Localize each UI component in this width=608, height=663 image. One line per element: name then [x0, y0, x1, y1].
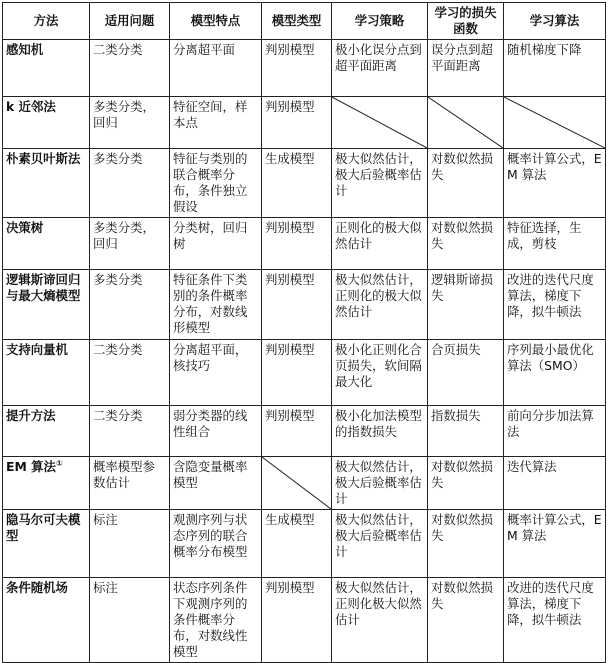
problem-cell: 多类分类，回归	[90, 97, 170, 149]
algorithm-cell: 随机梯度下降	[504, 40, 606, 97]
algorithm-cell: 概率计算公式，EM 算法	[504, 149, 606, 218]
method-cell: 决策树	[3, 218, 90, 270]
table-row	[3, 270, 606, 340]
strategy-cell: 极小化加法模型的指数损失	[332, 406, 428, 457]
loss-cell: 误分点到超平面距离	[428, 40, 504, 97]
header-cell: 模型特点	[170, 3, 262, 40]
algorithm-cell: 序列最小最优化算法（SMO）	[504, 340, 606, 406]
diagonal-slash	[504, 97, 605, 148]
method-cell: 感知机	[3, 40, 90, 97]
type-cell: 判别模型	[262, 97, 332, 149]
problem-cell: 标注	[90, 510, 170, 578]
strategy-cell: 正则化的极大似然估计	[332, 218, 428, 270]
header-cell: 学习策略	[332, 3, 428, 40]
footnote-marker: ①	[55, 458, 63, 468]
feature-cell: 状态序列条件下观测序列的条件概率分布，对数线性模型	[170, 578, 262, 663]
feature-cell: 分离超平面，核技巧	[170, 340, 262, 406]
feature-cell: 特征与类别的联合概率分布，条件独立假设	[170, 149, 262, 218]
diagonal-slash	[262, 457, 331, 509]
strategy-cell: 极大似然估计，正则化的极大似然估计	[332, 270, 428, 340]
problem-cell: 二类分类	[90, 406, 170, 457]
strategy-cell-empty	[332, 97, 428, 149]
loss-cell: 逻辑斯谛损失	[428, 270, 504, 340]
loss-cell: 对数似然损失	[428, 149, 504, 218]
loss-cell: 合页损失	[428, 340, 504, 406]
type-cell: 生成模型	[262, 510, 332, 578]
header-cell: 学习算法	[504, 3, 606, 40]
type-cell: 判别模型	[262, 270, 332, 340]
feature-cell: 分类树，回归树	[170, 218, 262, 270]
table-row	[3, 578, 606, 663]
table-row	[3, 340, 606, 406]
loss-cell-empty	[428, 97, 504, 149]
header-cell: 适用问题	[90, 3, 170, 40]
loss-cell: 对数似然损失	[428, 457, 504, 510]
method-cell	[3, 457, 90, 510]
method-cell: 支持向量机	[3, 340, 90, 406]
feature-cell: 弱分类器的线性组合	[170, 406, 262, 457]
algorithm-cell: 迭代算法	[504, 457, 606, 510]
type-cell: 生成模型	[262, 149, 332, 218]
diagonal-slash	[332, 97, 427, 148]
table-row	[3, 40, 606, 97]
feature-cell: 特征条件下类别的条件概率分布，对数线形模型	[170, 270, 262, 340]
table-row	[3, 149, 606, 218]
algorithm-cell: 前向分步加法算法	[504, 406, 606, 457]
type-cell: 判别模型	[262, 578, 332, 663]
method-name: EM 算法	[6, 459, 56, 474]
algorithm-cell: 特征选择，生成，剪枝	[504, 218, 606, 270]
loss-cell: 对数似然损失	[428, 218, 504, 270]
type-cell: 判别模型	[262, 218, 332, 270]
problem-cell: 标注	[90, 578, 170, 663]
strategy-cell: 极大似然估计，正则化极大似然估计	[332, 578, 428, 663]
table-row	[3, 406, 606, 457]
problem-cell: 多类分类，回归	[90, 218, 170, 270]
problem-cell: 二类分类	[90, 40, 170, 97]
problem-cell: 多类分类	[90, 149, 170, 218]
header-cell: 学习的损失函数	[428, 3, 504, 40]
header-cell: 方法	[3, 3, 90, 40]
problem-cell: 二类分类	[90, 340, 170, 406]
table-row	[3, 218, 606, 270]
loss-cell: 指数损失	[428, 406, 504, 457]
loss-cell: 对数似然损失	[428, 510, 504, 578]
strategy-cell: 极大似然估计，极大后验概率估计	[332, 149, 428, 218]
feature-cell: 观测序列与状态序列的联合概率分布模型	[170, 510, 262, 578]
header-cell: 模型类型	[262, 3, 332, 40]
strategy-cell: 极小化正则化合页损失，软间隔最大化	[332, 340, 428, 406]
method-cell: 提升方法	[3, 406, 90, 457]
strategy-cell: 极大似然估计，极大后验概率估计	[332, 457, 428, 510]
type-cell: 判别模型	[262, 340, 332, 406]
algorithm-cell-empty	[504, 97, 606, 149]
strategy-cell: 极小化误分点到超平面距离	[332, 40, 428, 97]
type-cell: 判别模型	[262, 40, 332, 97]
table-row	[3, 510, 606, 578]
type-cell: 判别模型	[262, 406, 332, 457]
method-cell: 朴素贝叶斯法	[3, 149, 90, 218]
problem-cell: 多类分类	[90, 270, 170, 340]
type-cell-empty	[262, 457, 332, 510]
method-cell: k 近邻法	[3, 97, 90, 149]
feature-cell: 特征空间，样本点	[170, 97, 262, 149]
loss-cell: 对数似然损失	[428, 578, 504, 663]
diagonal-slash	[428, 97, 503, 148]
table-row	[3, 457, 606, 510]
strategy-cell: 极大似然估计，极大后验概率估计	[332, 510, 428, 578]
ml-methods-summary-table	[2, 2, 606, 663]
algorithm-cell: 概率计算公式，EM 算法	[504, 510, 606, 578]
table-row	[3, 97, 606, 149]
header-row	[3, 3, 606, 40]
method-cell: 隐马尔可夫模型	[3, 510, 90, 578]
algorithm-cell: 改进的迭代尺度算法，梯度下降，拟牛顿法	[504, 270, 606, 340]
feature-cell: 分离超平面	[170, 40, 262, 97]
method-cell: 条件随机场	[3, 578, 90, 663]
algorithm-cell: 改进的迭代尺度算法，梯度下降，拟牛顿法	[504, 578, 606, 663]
feature-cell: 含隐变量概率模型	[170, 457, 262, 510]
problem-cell: 概率模型参数估计	[90, 457, 170, 510]
method-cell: 逻辑斯谛回归与最大熵模型	[3, 270, 90, 340]
